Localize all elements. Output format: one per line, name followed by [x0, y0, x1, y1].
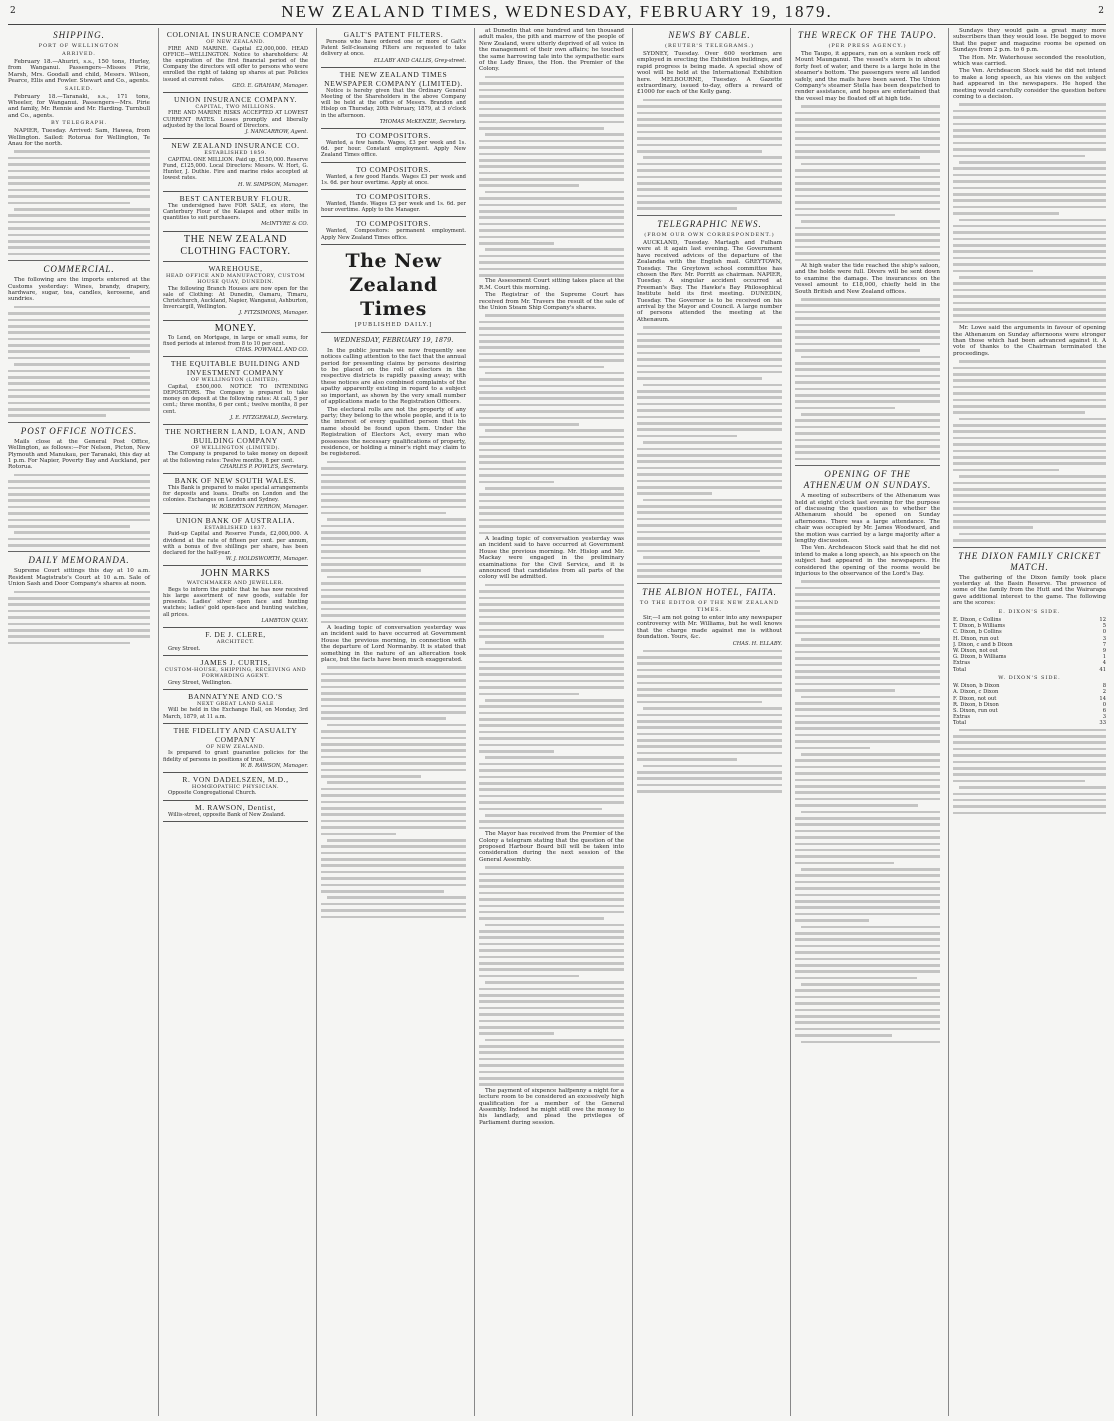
- nzt-heading: THE NEW ZEALAND TIMES NEWSPAPER COMPANY (LIMITED).: [324, 69, 463, 88]
- advertisement-list: [163, 28, 308, 822]
- compositors-heading: TO COMPOSITORS.: [356, 164, 431, 174]
- advertisement-heading: BEST CANTERBURY FLOUR.: [179, 193, 292, 203]
- advertisement-heading: BANK OF NEW SOUTH WALES.: [174, 476, 297, 486]
- batsman-name: Extras: [953, 660, 971, 667]
- advertisement-subheading: OF NEW ZEALAND.: [206, 39, 265, 45]
- runs: 8: [1102, 683, 1106, 690]
- arrived-heading: ARRIVED.: [62, 51, 96, 57]
- batsman-name: H. Dixon, run out: [953, 635, 999, 642]
- advertisement: [163, 28, 308, 93]
- advert-compositors-1: [321, 129, 466, 163]
- runs: 7: [1102, 641, 1106, 648]
- telegraphic-news-text: AUCKLAND, Tuesday. Martagh and Fulham were at it again last evening. The Government have received advices of the departure of the Zealandia with the English mail. GREYTOWN, Tuesday. The Greytown school committee has chosen the Rev. Mr. Porritt as chairman. NAPIER, Tuesday. A singular accident occurred at Freeman's Bay. The Hawke's Bay Philosophical Institute held its first meeting. DUNEDIN, Tuesday. The Governor is to be received on his arrival by the Mayor and Council. A large number of persons attended the meeting at the Athenæum.: [637, 239, 782, 323]
- commercial-text: The following are the imports entered at the Customs yesterday: Wines, brandy, drapery, hardware, sugar, tea, candles, kerosene, and sundries.: [8, 277, 150, 303]
- column-times-leader: [316, 28, 470, 1416]
- text-line-texture: [8, 251, 150, 257]
- compositors-body: Wanted, Compositors: permanent employment. Apply New Zealand Times office.: [321, 228, 466, 241]
- advertisement-heading: THE EQUITABLE BUILDING AND INVESTMENT COMPANY: [170, 359, 301, 378]
- albion-filler: [637, 648, 782, 795]
- text-line-texture: [479, 272, 624, 278]
- advertisement-heading: THE NEW ZEALAND CLOTHING FACTORY.: [180, 233, 291, 257]
- advertisement-signature: McINTYRE & CO.: [261, 221, 308, 228]
- batsman-name: A. Dixon, c Dixon: [953, 689, 999, 696]
- column-athenaeum-cricket: [948, 28, 1106, 1416]
- local-news-3: The Registrar of the Supreme Court has received from Mr. Travers the result of the sale of the Union Steam Ship Company's shares.: [479, 292, 624, 311]
- text-line-texture: [8, 412, 150, 418]
- advertisement-body: FIRE AND MARINE RISKS ACCEPTED AT LOWEST CURRENT RATES. Losses promptly and liberally adjusted by the local Board of Directors.: [163, 110, 308, 129]
- galt-signature: ELLABY AND CALLIS, Grey-street.: [373, 57, 466, 64]
- by-telegraph-heading: BY TELEGRAPH.: [50, 120, 108, 127]
- text-line-texture: [479, 825, 624, 831]
- telegraphic-news-sub: (FROM OUR OWN CORRESPONDENT.): [644, 231, 775, 238]
- advertisement: [163, 357, 308, 425]
- batsman-name: J. Dixon, c and b Dixon: [953, 641, 1013, 648]
- divider: [637, 583, 782, 584]
- advertisement-body: The following Branch Houses are now open for the sale of Clothing: At Dunedin, Oamaru, Timaru, Christchurch, Auckland, Napier, Wanganui, Ashburton, Invercargill, Wellington.: [163, 285, 308, 311]
- runs: 3: [1102, 714, 1106, 721]
- advertisement-body: Grey Street, Wellington.: [168, 679, 232, 686]
- wreck-text-2: At high water the tide reached the ship's saloon, and the holds were full. Divers will be sent down to examine the damage. The insurances on the vessel amount to £18,000, chiefly held in the South British and New Zealand offices.: [795, 263, 940, 295]
- advertisement-heading: THE FIDELITY AND CASUALTY COMPANY: [173, 725, 298, 744]
- text-line-texture: [479, 530, 624, 536]
- batsman-name: Extras: [953, 714, 971, 721]
- runs: 0: [1102, 701, 1106, 708]
- athenaeum-cont-3: The Ven. Archdeacon Stock said he did not intend to make a long speech, as his views on the subject had appeared in the newspapers. He hoped the meeting would carefully consider the question before coming to a decision.: [953, 68, 1106, 101]
- advertisement-heading: MONEY.: [214, 322, 257, 334]
- news-by-cable-sub: (REUTER'S TELEGRAMS.): [665, 43, 754, 49]
- post-office-title: POST OFFICE NOTICES.: [20, 425, 138, 436]
- post-office-filler: [8, 472, 150, 549]
- advertisement-heading: UNION INSURANCE COMPANY.: [174, 94, 297, 104]
- advertisement-signature: W. B. RAWSON, Manager.: [240, 762, 308, 769]
- advertisement-body: The undersigned have FOR SALE, ex store, the Canterbury Flour of the Kaiapoi and other mills in quantities to suit purchasers.: [163, 202, 308, 222]
- advertisement-signature: J. E. FITZGERALD, Secretary.: [230, 414, 308, 421]
- advertisement: [163, 232, 308, 262]
- advertisement-subheading: CUSTOM-HOUSE, SHIPPING, RECEIVING AND FORWARDING AGENT.: [164, 666, 307, 680]
- commercial-filler: [8, 304, 150, 419]
- divider: [8, 551, 150, 552]
- advert-nz-times-company: [321, 68, 466, 129]
- athenaeum-cont-filler-2: [953, 358, 1106, 543]
- advertisement: [163, 773, 308, 801]
- text-line-texture: [321, 914, 466, 920]
- batsman-name: R. Dixon, b Dixon: [953, 701, 999, 708]
- arrived-text: February 18.—Ahuriri, s.s., 150 tons, Hurley, from Wanganui. Passengers—Misses Pirie, Marsh, Mrs. Goodall and child, Messrs. Wilson, Pearce, Ellis and Fowler. Stewart and Co., agents.: [8, 59, 150, 85]
- wreck-sub: (PER PRESS AGENCY.): [828, 43, 907, 49]
- advertisement-body: To Lend, on Mortgage, in large or small sums, for fixed periods at interest from 8 to 10 per cent.: [163, 334, 308, 347]
- batsman-name: S. Dixon, run out: [953, 707, 998, 714]
- advertisement-body: Is prepared to grant guarantee policies for the fidelity of persons in positions of trust.: [163, 750, 308, 763]
- advertisement-signature: CHARLES P. POWLES, Secretary.: [220, 463, 308, 470]
- sailed-text: February 18.—Taranaki, s.s., 171 tons, Wheeler, for Wanganui. Passengers—Mrs. Pirie and family, Mr. Rennie and Mr. Harding. Turnbull and Co., agents.: [8, 93, 150, 119]
- advertisement-heading: COLONIAL INSURANCE COMPANY: [166, 30, 305, 39]
- newspaper-nameplate-sub: [PUBLISHED DAILY.]: [354, 321, 433, 328]
- column-cable-news: [632, 28, 786, 1416]
- batsman-name: T. Dixon, b Williams: [953, 623, 1006, 630]
- advertisement: [163, 425, 308, 474]
- advertisement-signature: LAMBTON QUAY.: [261, 617, 308, 624]
- advertisement-heading: NEW ZEALAND INSURANCE CO.: [171, 141, 300, 151]
- advertisement: [163, 514, 308, 567]
- runs: 9: [1102, 647, 1106, 654]
- post-office-text: Mails close at the General Post Office, Wellington, as follows:—For Nelson, Picton, New Plymouth and Manukau, per Taranaki, this day at 1 p.m. For Napier, Poverty Bay and Auckland, per Rotorua.: [8, 438, 150, 471]
- runs: 5: [1102, 623, 1106, 630]
- column-shipping: [8, 28, 154, 1416]
- news-by-cable-title: NEWS BY CABLE.: [668, 30, 751, 40]
- advertisement-body: Will be held in the Exchange Hall, on Monday, 3rd March, 1879, at 11 a.m.: [163, 707, 308, 720]
- wreck-filler: [795, 103, 940, 263]
- nzt-body: Notice is hereby given that the Ordinary General Meeting of the Shareholders in the above Company will be held at the office of Messrs. Brandon and Hislop on Thursday, 20th February, 1879, at 3 o'clock in the afternoon.: [321, 87, 466, 119]
- advertisement-body: The Company is prepared to take money on deposit at the following rates: Twelve months, 8 per cent.: [163, 451, 308, 464]
- advertisement-subheading: OF WELLINGTON (LIMITED).: [190, 377, 281, 384]
- advertisement-subheading: ESTABLISHED 1859.: [204, 150, 267, 157]
- cricket-filler: [953, 727, 1106, 816]
- score-heading-2: W. DIXON'S SIDE.: [998, 674, 1061, 681]
- advertisement-subheading: ARCHITECT.: [216, 639, 255, 646]
- cable-filler: [637, 97, 782, 212]
- leader-paragraph-2: The electoral rolls are not the property of any party; they belong to the whole people, and it is to the interest of every qualified person that his name should be found upon them. Under the Registration of Electors Act, every man who possesses the necessary qualifications of property, residence, or holding a miner's right may claim to be registered.: [321, 406, 466, 458]
- scorecard-1: [953, 617, 1106, 673]
- advertisement: [163, 690, 308, 724]
- shipping-section-title: SHIPPING.: [53, 30, 105, 40]
- text-line-texture: [953, 537, 1106, 543]
- text-line-texture: [637, 788, 782, 794]
- athenaeum-cont-1: Sundays they would gain a great many more subscribers than they would lose. He begged to move that the paper and magazine rooms be opened on Sundays from 2 p.m. to 6 p.m.: [953, 28, 1106, 54]
- advertisement-signature: J. FITZSIMONS, Manager.: [239, 310, 308, 317]
- advertisement-body: FIRE AND MARINE. Capital £2,000,000. HEAD OFFICE—WELLINGTON. Notice to shareholders: At the expiration of the first financial period of the Company the directors will offer to persons who were enrolled the right of taking up shares at par. Policies issued at current rates.: [163, 45, 308, 83]
- advert-galt-filters: [321, 28, 466, 68]
- compositors-body: Wanted, a few good Hands. Wages £3 per week and 1s. 6d. per hour overtime. Apply at once.: [321, 173, 466, 186]
- wreck-title: THE WRECK OF THE TAUPO.: [797, 30, 938, 40]
- athenaeum-cont-4: Mr. Lowe said the arguments in favour of opening the Athenæum on Sunday afternoons were stronger than those which had been advanced against it. A vote of thanks to the Chairman terminated the proceedings.: [953, 325, 1106, 357]
- commercial-section-title: COMMERCIAL.: [43, 264, 115, 275]
- compositors-body: Wanted, a few hands. Wages, £3 per week and 1s. 6d. per hour. Constant employment. Apply New Zealand Times office.: [321, 140, 466, 159]
- advertisement-body: Capital, £500,000. NOTICE TO INTENDING DEPOSITORS. The Company is prepared to take money on deposit at the following rates: At call, 5 per cent.; three months, 6 per cent.; twelve months, 8 per cent.: [163, 383, 308, 415]
- batsman-name: G. Dixon, b Williams: [953, 654, 1007, 661]
- local-news-4: A leading topic of conversation yesterday was an incident said to have occurred at Government House the previous morning. Mr. Hislop and Mr. Mackay were engaged in the preliminary examinations for the Civil Service, and it is announced that candidates from all parts of the colony will be admitted.: [479, 536, 624, 581]
- daily-memoranda-text: Supreme Court sittings this day at 10 a.m. Resident Magistrate's Court at 10 a.m. Sale of Union Sash and Door Company's shares at noon.: [8, 568, 150, 588]
- advertisement-heading: JOHN MARKS: [200, 568, 271, 580]
- local-news-5: The Mayor has received from the Premier of the Colony a telegram stating that the question of the proposed Harbour Board bill will be taken into consideration during the next session of the General Assembly.: [479, 831, 624, 863]
- advertisement-body: Begs to inform the public that he has now received his large assortment of new goods, suitable for presents. Ladies' silver open face and hunting watches; ladies' gold open-face and hunting watches, all prices.: [163, 586, 308, 618]
- batsman-name: F. Dixon, not out: [953, 695, 997, 702]
- compositors-body: Wanted, Hands. Wages £3 per week and 1s. 6d. per hour overtime. Apply to the Manager.: [321, 201, 466, 214]
- divider: [8, 422, 150, 423]
- advertisement: [163, 262, 308, 321]
- advertisement-signature: W. J. HOLDSWORTH, Manager.: [225, 556, 308, 563]
- runs: 41: [1099, 666, 1106, 673]
- score-row: [953, 667, 1106, 673]
- text-line-texture: [8, 640, 150, 646]
- albion-hotel-title: THE ALBION HOTEL, FAITA.: [642, 586, 777, 597]
- advertisement-heading: F. DE J. CLERE,: [205, 630, 266, 640]
- albion-hotel-text: Sir,—I am not going to enter into any newspaper controversy with Mr. Williams, but he well knows that the charge made against me is without foundation. Yours, &c.: [637, 614, 782, 640]
- text-line-texture: [637, 573, 782, 579]
- advertisement-body: Willis-street, opposite Bank of New Zealand.: [168, 811, 286, 818]
- galt-body: Persons who have ordered one or more of Galt's Patent Self-cleansing Filters are requested to take delivery at once.: [321, 39, 466, 58]
- advertisement: [163, 566, 308, 628]
- score-heading-1: E. DIXON'S SIDE.: [998, 608, 1061, 615]
- batsman-name: W. Dixon, b Dixon: [953, 683, 1000, 690]
- port-title: PORT OF WELLINGTON: [38, 43, 120, 49]
- advertisement-body: This Bank is prepared to make special arrangements for deposits and loans. Drafts on London and the colonies. Exchanges on London and Sydney.: [163, 485, 308, 504]
- advert-compositors-3: [321, 190, 466, 217]
- telegraphic-news-title: TELEGRAPHIC NEWS.: [657, 218, 762, 229]
- batsman-name: Total: [953, 666, 967, 673]
- advertisement-subheading: OF WELLINGTON (LIMITED).: [190, 444, 281, 451]
- text-line-texture: [953, 810, 1106, 816]
- by-telegraph-text: NAPIER, Tuesday. Arrived: Sam, Hawea, from Wellington. Sailed: Rotorua for Wellington, Te Anau for the north.: [8, 128, 150, 148]
- divider: [8, 260, 150, 261]
- advert-compositors-2: [321, 163, 466, 190]
- advertisement: [163, 628, 308, 656]
- text-line-texture: [321, 619, 466, 625]
- batsman-name: E. Dixon, c Collins: [953, 616, 1002, 623]
- newspaper-nameplate: The New Zealand Times: [345, 249, 442, 320]
- advertisement-heading: R. VON DADELSZEN, M.D.,: [182, 774, 289, 784]
- text-line-texture: [795, 456, 940, 462]
- runs: 0: [1102, 629, 1106, 636]
- advertisement-heading: THE NORTHERN LAND, LOAN, AND BUILDING COMPANY: [165, 426, 306, 445]
- daily-memoranda-title: DAILY MEMORANDA.: [28, 555, 130, 566]
- galt-heading: GALT'S PATENT FILTERS.: [343, 30, 444, 39]
- albion-hotel-sub: TO THE EDITOR OF THE NEW ZEALAND TIMES.: [639, 599, 780, 613]
- runs: 6: [1102, 707, 1106, 714]
- advertisement-body: CAPITAL ONE MILLION. Paid up, £150,000. Reserve Fund, £125,000. Local Directors: Messrs. W. Hort, G. Hunter, J. Duthie. Fire and marine risks accepted at lowest rates.: [163, 156, 308, 182]
- advertisement: [163, 656, 308, 690]
- advertisement-subheading: OF NEW ZEALAND.: [206, 743, 265, 750]
- advertisement: [163, 801, 308, 822]
- divider: [321, 332, 466, 333]
- advertisement: [163, 139, 308, 192]
- athenaeum-text-2: The Ven. Archdeacon Stock said that he did not intend to make a long speech, as his speech on the subject had appeared in the newspapers. He considered the opening of the rooms would be injurious to the observance of the Lord's Day.: [795, 545, 940, 578]
- advertisement-subheading: HEAD OFFICE AND MANUFACTORY, CUSTOM HOUSE QUAY, DUNEDIN.: [165, 272, 306, 286]
- runs: 2: [1102, 689, 1106, 696]
- local-filler-4: [479, 864, 624, 1088]
- athenaeum-cont-2: The Hon. Mr. Waterhouse seconded the resolution, which was carried.: [953, 54, 1106, 68]
- compositors-heading: TO COMPOSITORS.: [356, 219, 431, 229]
- text-line-texture: [8, 542, 150, 548]
- text-line-texture: [479, 1081, 624, 1087]
- dixon-cricket-title: THE DIXON FAMILY CRICKET MATCH.: [958, 550, 1101, 572]
- advertisement-subheading: CAPITAL, TWO MILLIONS.: [195, 103, 276, 110]
- column-wreck: [790, 28, 944, 1416]
- daily-filler: [8, 589, 150, 647]
- compositors-heading: TO COMPOSITORS.: [356, 192, 431, 202]
- text-line-texture: [795, 1039, 940, 1045]
- masthead: [0, 0, 1114, 24]
- compositors-heading: TO COMPOSITORS.: [356, 131, 431, 141]
- runs: 14: [1099, 695, 1106, 702]
- advertisement-body: Paid-up Capital and Reserve Funds, £2,000,000. A dividend at the rate of fifteen per cent. per annum, with a bonus of five shillings per share, has been declared for the half-year.: [163, 531, 308, 556]
- wreck-text: The Taupo, it appears, ran on a sunken rock off Mount Maunganui. The vessel's stern is in about forty feet of water, and there is a large hole in the steamer's bottom. The passengers were all landed safely, and the mails have been saved. The Union Company's steamer Stella has been despatched to render assistance, and hopes are entertained that the vessel may be floated off at high tide.: [795, 51, 940, 102]
- telegraphic-filler: [637, 324, 782, 580]
- advertisement-signature: W. ROBERTSON FERRON, Manager.: [211, 503, 308, 510]
- advertisement-heading: WAREHOUSE,: [208, 263, 263, 273]
- advertisement-subheading: HOMŒOPATHIC PHYSICIAN.: [191, 783, 280, 790]
- advertisement-subheading: NEXT GREAT LAND SALE: [196, 700, 275, 707]
- masthead-rule: [8, 24, 1106, 25]
- divider: [795, 465, 940, 466]
- text-line-texture: [953, 319, 1106, 325]
- text-line-texture: [795, 257, 940, 263]
- runs: 33: [1099, 720, 1106, 727]
- divider: [953, 547, 1106, 548]
- sailed-heading: SAILED.: [64, 85, 94, 92]
- batsman-name: W. Dixon, not out: [953, 647, 998, 654]
- local-news-2: The Assessment Court sitting takes place at the R.M. Court this morning.: [479, 278, 624, 291]
- advertisement-heading: BANNATYNE AND CO.'S: [188, 691, 283, 701]
- leader-dateline: WEDNESDAY, FEBRUARY 19, 1879.: [333, 335, 454, 344]
- local-news-6: The payment of sixpence halfpenny a night for a lecture room to be considered an excessively high qualification for a member of the General Assembly. Indeed he might still owe the money to his landlady, and plead the privileges of Parliament during session.: [479, 1087, 624, 1126]
- advertisement: [163, 474, 308, 514]
- advertisement-heading: M. RAWSON, Dentist,: [194, 802, 276, 812]
- column-advertisements: [158, 28, 312, 1416]
- divider: [637, 215, 782, 216]
- athenaeum-text: A meeting of subscribers of the Athenæum was held at eight o'clock last evening for the purpose of discussing the question as to whether the Athenæum should be opened on Sunday afternoons. There was a large attendance. The chair was occupied by Mr. James Woodward, and the motion was carried by a large majority after a lengthy discussion.: [795, 493, 940, 545]
- page-number-right: 2: [1098, 6, 1104, 16]
- athenaeum-cont-filler: [953, 101, 1106, 325]
- text-line-texture: [637, 205, 782, 211]
- advertisement: [163, 192, 308, 232]
- advertisement: [163, 93, 308, 139]
- advertisement-heading: UNION BANK OF AUSTRALIA.: [176, 515, 295, 525]
- advertisement-subheading: WATCHMAKER AND JEWELLER.: [187, 580, 284, 587]
- advertisement-heading: JAMES J. CURTIS,: [200, 657, 271, 667]
- advertisement: [163, 724, 308, 773]
- runs: 12: [1099, 616, 1106, 623]
- leader-filler: [321, 459, 466, 625]
- advertisement-signature: J. NANCARROW, Agent.: [245, 129, 308, 136]
- leader-paragraph-1: In the public journals we now frequently see notices calling attention to the fact that the annual period for presenting claims by persons desiring to be placed on the roll of electors in the respective districts is rapidly passing away; with these notices are also combined complaints of the apathy apparently existing in regard to a subject so important, as shown by the very small number of applications made to the Registration Officers.: [321, 347, 466, 406]
- advertisement-signature: CHAS. POWNALL AND CO.: [235, 346, 308, 353]
- leader-filler-2: [321, 664, 466, 920]
- column-local-news: [474, 28, 628, 1416]
- wreck-filler-2: [795, 296, 940, 462]
- dixon-cricket-text: The gathering of the Dixon family took place yesterday at the Basin Reserve. The presence of some of the family from the Hutt and the Wairarapa gave additional interest to the game. The following are the scores:: [953, 574, 1106, 607]
- advert-compositors-4: [321, 217, 466, 244]
- local-filler: [479, 74, 624, 279]
- advertisement-signature: GEO. E. GRAHAM, Manager.: [232, 82, 308, 89]
- shipping-filler: [8, 148, 150, 257]
- runs: 4: [1102, 660, 1106, 667]
- runs: 1: [1102, 654, 1106, 661]
- news-by-cable-text: SYDNEY, Tuesday. Over 600 workmen are employed in erecting the Exhibition buildings, and rapid progress is being made. A special show of wool will be held at the International Exhibition here. MELBOURNE, Tuesday. A Gazette extraordinary, issued to-day, offers a reward of £1000 for each of the Kelly gang.: [637, 51, 782, 96]
- scorecard-2: [953, 683, 1106, 726]
- leader-paragraph-3: A leading topic of conversation yesterday was an incident said to have occurred at Government House the previous morning, in connection with the departure of Lord Normanby. It is stated that something in the nature of an altercation took place, but the facts have been much exaggerated.: [321, 624, 466, 663]
- local-filler-3: [479, 582, 624, 831]
- page-number-left: 2: [10, 6, 16, 16]
- athenaeum-title: OPENING OF THE ATHENÆUM ON SUNDAYS.: [803, 469, 932, 491]
- batsman-name: Total: [953, 720, 967, 727]
- nzt-signature: THOMAS McKENZIE, Secretary.: [379, 118, 466, 125]
- advertisement-body: Grey Street.: [168, 645, 201, 652]
- newspaper-masthead-title: NEW ZEALAND TIMES, WEDNESDAY, FEBRUARY 19, 1879.: [281, 2, 833, 21]
- albion-hotel-signature: CHAS. H. ELLABY.: [732, 641, 782, 648]
- advertisement-subheading: ESTABLISHED 1837.: [204, 524, 267, 531]
- athenaeum-filler: [795, 578, 940, 1045]
- advertisement-signature: H. W. SIMPSON, Manager.: [237, 181, 308, 188]
- local-news-1: at Dunedin that one hundred and ten thousand adult males, the pith and marrow of the people of New Zealand, were utterly deprived of all voice in the management of their own affairs; he touched the same harrowing tale into the sympathetic ears of the Lady Brass, the Hon. the Premier of the Colony.: [479, 28, 624, 73]
- advertisement: [163, 321, 308, 358]
- local-filler-2: [479, 312, 624, 536]
- advertisement-body: Opposite Congregational Church.: [168, 790, 257, 797]
- batsman-name: C. Dixon, b Collins: [953, 629, 1002, 636]
- runs: 3: [1102, 635, 1106, 642]
